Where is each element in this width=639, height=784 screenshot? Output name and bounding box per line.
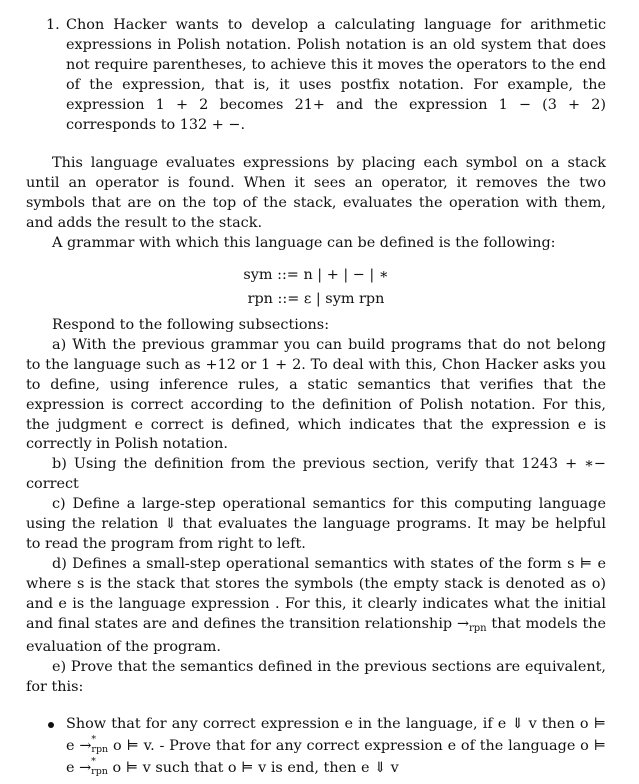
page — [26, 16, 606, 779]
bullet-icon — [48, 722, 54, 728]
subsection-d-text: d) Defines a small-step operational semantics with states of the form s ⊨ e where s is the stack that stores the symbols (the empty stack is denoted as o) and e is the language expression . For this, it clearly indicates what the initial and final states are and defines the transition relationship — [26, 555, 606, 632]
problem-number: 1. — [46, 17, 60, 33]
evaluation-paragraph: This language evaluates expressions by placing each symbol on a stack until an operator is found. When it sees an operator, it removes the two symbols that are on the top of the stack, evaluates the operation with them, and adds the result to the stack. — [26, 155, 606, 232]
intro-paragraph: Chon Hacker wants to develop a calculating language for arithmetic expressions in Polish notation. Polish notation is an old system that does not require parentheses, to achieve this it moves the operators to the end of the expression, that is, it uses postfix notation. For example, the expression 1 + 2 becomes 21+ and the expression 1 − (3 + 2) corresponds to 132 + −. — [66, 17, 606, 133]
grammar-rpn-rule: rpn ::= ε | sym rpn — [247, 290, 385, 307]
subsection-b: b) Using the definition from the previous section, verify that 1243 + ∗− correct — [26, 456, 606, 493]
grammar-sym-rule: sym ::= n | + | − | ∗ — [243, 266, 389, 283]
multi-step-relation: → * rpn — [79, 734, 109, 756]
subsection-d — [26, 555, 606, 659]
subsection-e: e) Prove that the semantics defined in the previous sections are equivalent, for this: — [26, 659, 606, 696]
grammar-intro: A grammar with which this language can be defined is the following: — [52, 235, 556, 252]
problem-item — [26, 16, 606, 135]
subsection-d-end: that models the evaluation of the program. — [26, 615, 607, 656]
transition-relation: $\to_{rpn}$ — [456, 615, 487, 634]
bullet-item — [26, 715, 606, 779]
grammar-block — [26, 263, 606, 311]
subsection-c: c) Define a large-step operational semantics for this computing language using the relation ⇓ that evaluates the language programs. It may be helpful to read the program from right to left. — [26, 496, 606, 552]
bullet-text: Show that for any correct expression e in the language, if e ⇓ v then o ⊨ e → * rpn o ⊨ v. - Prove that for any correct expression e of the language o ⊨ e → * rpn o ⊨ v such that o ⊨ v is end, then e ⇓ v — [66, 716, 607, 777]
subsection-a: a) With the previous grammar you can build programs that do not belong to the language such as +12 or 1 + 2. To deal with this, Chon Hacker asks you to define, using inference rules, a static semantics that verifies that the expression is correct according to the definition of Polish notation. For this, the judgment e correct is defined, which indicates that the expression e is correctly in Polish notation. — [26, 336, 606, 453]
multi-step-relation: → * rpn — [79, 756, 108, 777]
respond-heading: Respond to the following subsections: — [52, 316, 330, 333]
